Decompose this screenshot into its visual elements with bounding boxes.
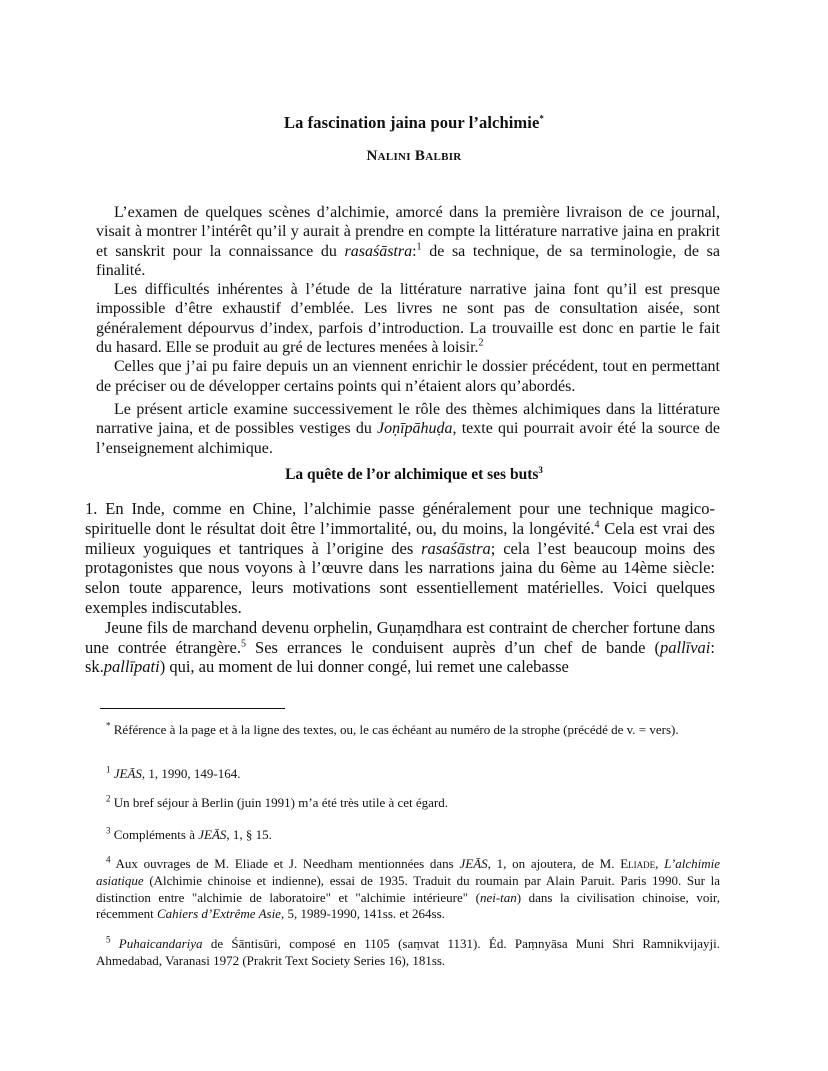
footnote-ref-1: 1 <box>416 241 422 253</box>
footnote-star: * Référence à la page et à la ligne des textes, ou, le cas échéant au numéro de la strophe (précédé de v. = vers). <box>106 720 679 737</box>
author-name: Nalini Balbir <box>366 148 462 164</box>
footnote-ref-3: 3 <box>538 465 543 475</box>
footnote-1: $^1$ JEĀS, 1, 1990, 149-164. <box>106 764 241 781</box>
footnote-divider <box>100 708 285 709</box>
footnote-ref-2: 2 <box>478 337 484 349</box>
intro-paragraph-1: L’examen de quelques scènes d’alchimie, amorcé dans la première livraison de ce journal, visait à montrer l’intérêt qu’il y aurait à prendre en compte la littérature narrative jaina en prakrit et sanskrit pour la connaissance du rasaśāstra:$^1$ de sa technique, de sa terminologie, de sa finalité. <box>96 204 720 279</box>
intro-paragraph-3: Celles que j’ai pu faire depuis un an viennent enrichir le dossier précédent, tout en permettant de préciser ou de développer certains points qui n’étaient alors qu’abordés. <box>96 358 720 395</box>
body-paragraph-2: Jeune fils de marchand devenu orphelin, Guṇaṃdhara est contraint de chercher fortune dans une contrée étrangère.$^5$ Ses errances le conduisent auprès d’un chef de bande (pallīvai: sk.pallīpati) qui, au moment de lui donner congé, lui remet une calebasse <box>85 617 715 677</box>
footnote-ref-4: 4 <box>594 519 600 531</box>
title-footnote-mark: * <box>539 113 544 124</box>
footnote-5: $^5$ Puhaicandariya de Śāntisūri, composé en 1105 (saṃvat 1131). Éd. Paṃnyāsa Muni Shri Ramnikvijayji. Ahmedabad, Varanasi 1972 (Prakrit Text Society Series 16), 181ss. <box>96 934 720 968</box>
footnote-4: $^4$ Aux ouvrages de M. Eliade et J. Needham mentionnées dans JEĀS, 1, on ajoutera, de M. Eliade, L’alchimie asiatique (Alchimie chinoise et indienne), essai de 1935. Traduit du roumain par Alain Paruit. Paris 1990. Sur la distinction entre "alchimie de laboratoire" et "alchimie intérieure" (nei-tan) dans la civilisation chinoise, voir, récemment Cahiers d’Extrême Asie, 5, 1989-1990, 141ss. et 264ss. <box>96 854 720 922</box>
article-title: La fascination jaina pour l’alchimie* <box>283 113 544 132</box>
footnote-3: $^3$ Compléments à JEĀS, 1, § 15. <box>106 825 272 842</box>
section-heading: La quête de l’or alchimique et ses buts$^3$ <box>285 465 543 484</box>
body-paragraph-1: 1. En Inde, comme en Chine, l’alchimie passe généralement pour une technique magico-spirituelle dont le résultat doit être l’immortalité, ou, du moins, la longévité.$^4$ Cela est vrai des milieux yoguiques et tantriques à l’origine des rasaśāstra; cela l’est beaucoup moins des protagonistes que nous voyons à l’œuvre dans les narrations jaina du 6ème au 14ème siècle: selon toute apparence, leurs motivations sont essentiellement matérielles. Voici quelques exemples indiscutables. <box>85 499 715 617</box>
intro-paragraph-2: Les difficultés inhérentes à l’étude de la littérature narrative jaina font qu’il est presque impossible d’être exhaustif d’emblée. Les livres ne sont pas de consultation aisée, sont généralement dépourvus d’index, parfois d’introduction. La trouvaille est donc en partie le fait du hasard. Elle se produit au gré de lectures menées à loisir.$^2$ <box>96 281 720 357</box>
footnote-ref-5: 5 <box>240 638 246 650</box>
intro-paragraph-4: Le présent article examine successivement le rôle des thèmes alchimiques dans la littérature narrative jaina, et de possibles vestiges du Joṇīpāhuḍa, texte qui pourrait avoir été la source de l’enseignement alchimique. <box>96 401 721 457</box>
body-section <box>85 499 715 677</box>
footnote-2: $^2$ Un bref séjour à Berlin (juin 1991) m’a été très utile à cet égard. <box>106 793 449 810</box>
intro-section <box>96 203 720 396</box>
